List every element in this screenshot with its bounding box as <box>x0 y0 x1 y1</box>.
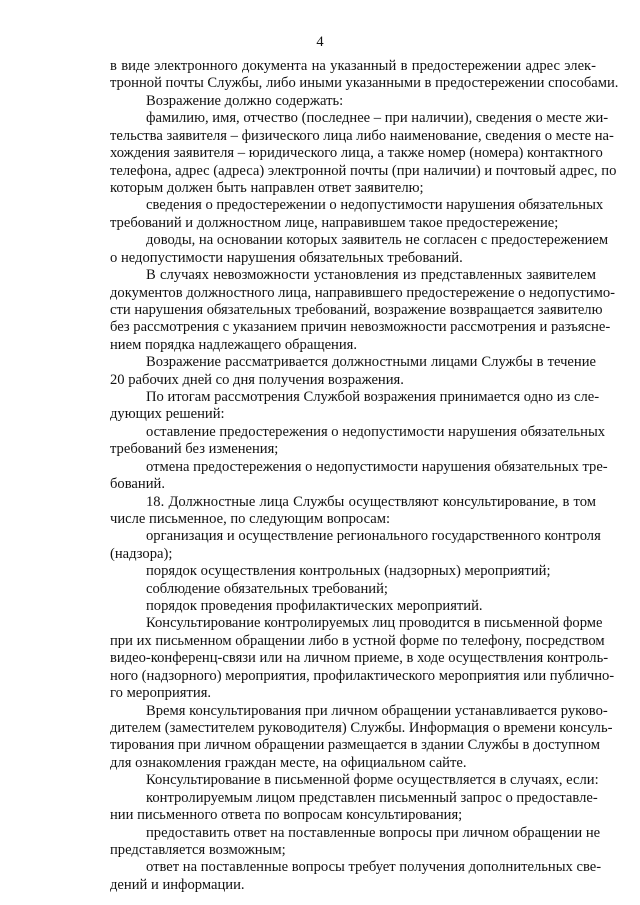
text-line: По итогам рассмотрения Службой возражения принимается одно из сле- <box>146 389 600 405</box>
text-line: тельства заявителя – физического лица либо наименование, сведения о месте на- <box>110 127 614 144</box>
text-line: дителем (заместителем руководителя) Службы. Информация о времени консуль- <box>110 720 613 736</box>
text-line: требований и должностном лице, направившем такое предостережение; <box>110 214 559 231</box>
text-line: порядок осуществления контрольных (надзорных) мероприятий; <box>146 563 551 580</box>
text-line: дующих решений: <box>110 406 225 423</box>
text-line: Время консультирования при личном обращении устанавливается руково- <box>146 702 608 719</box>
text-line: доводы, на основании которых заявитель не согласен с предостережением <box>146 232 609 249</box>
text-line: для ознакомления граждан месте, на официальном сайте. <box>110 754 467 771</box>
text-line: Возражение рассматривается должностными лицами Службы в течение <box>146 354 596 371</box>
text-line: отмена предостережения о недопустимости нарушения обязательных тре- <box>146 458 608 475</box>
text-line: го мероприятия. <box>110 685 212 702</box>
text-line: хождения заявителя – юридического лица, а также номер (номера) контактного <box>110 145 603 162</box>
text-line: ного (надзорного) мероприятия, профилактического мероприятия или публично- <box>110 667 615 684</box>
text-line: соблюдение обязательных требований; <box>146 580 388 597</box>
text-line: при их письменном обращении либо в устной форме по телефону, посредством <box>110 632 605 649</box>
text-line: порядок проведения профилактических мероприятий. <box>146 598 483 614</box>
text-line: о недопустимости нарушения обязательных требований. <box>110 249 463 266</box>
text-line: контролируемым лицом представлен письменный запрос о предоставле- <box>146 789 598 806</box>
text-line: Консультирование контролируемых лиц проводится в письменной форме <box>146 615 603 632</box>
text-line: в виде электронного документа на указанный в предостережении адрес элек- <box>110 58 596 74</box>
text-line: Возражение должно содержать: <box>146 92 344 109</box>
text-line: (надзора); <box>110 545 173 562</box>
text-line: дений и информации. <box>110 876 245 893</box>
text-line: тронной почты Службы, либо иными указанными в предостережении способами. <box>110 75 619 92</box>
text-line: нием порядка надлежащего обращения. <box>110 336 358 353</box>
text-line: требований без изменения; <box>110 441 279 458</box>
text-line: оставление предостережения о недопустимости нарушения обязательных <box>146 423 606 440</box>
text-line: ответ на поставленные вопросы требует получения дополнительных све- <box>146 859 602 876</box>
text-line: В случаях невозможности установления из представленных заявителем <box>146 267 596 283</box>
text-line: нии письменного ответа по вопросам консультирования; <box>110 807 463 824</box>
text-line: организация и осуществление регионального государственного контроля <box>146 528 601 545</box>
text-line: представляется возможным; <box>110 841 286 858</box>
text-line: тирования при личном обращении размещается в здании Службы в доступном <box>110 737 600 754</box>
text-line: без рассмотрения с указанием причин невозможности рассмотрения и разъясне- <box>110 319 611 336</box>
text-line: бований. <box>110 476 165 493</box>
text-line: сведения о предостережении о недопустимости нарушения обязательных <box>146 197 604 214</box>
text-line: документов должностного лица, направившего предостережение о недопустимо- <box>110 284 616 301</box>
text-line: предоставить ответ на поставленные вопросы при личном обращении не <box>146 824 601 841</box>
text-line: видео-конференц-связи или на личном приеме, в ходе осуществления контроль- <box>110 650 609 667</box>
text-line: 20 рабочих дней со дня получения возражения. <box>110 371 404 388</box>
text-line: фамилию, имя, отчество (последнее – при наличии), сведения о месте жи- <box>146 110 609 127</box>
text-line: числе письменное, по следующим вопросам: <box>110 510 391 527</box>
page-number: 4 <box>316 34 324 50</box>
text-line: которым должен быть направлен ответ заявителю; <box>110 179 424 196</box>
text-line: сти нарушения обязательных требований, возражение возвращается заявителю <box>110 301 603 318</box>
text-line: телефона, адрес (адреса) электронной почты (при наличии) и почтовый адрес, по <box>110 162 617 179</box>
text-line: 18. Должностные лица Службы осуществляют консультирование, в том <box>146 493 596 510</box>
text-line: Консультирование в письменной форме осуществляется в случаях, если: <box>146 772 599 789</box>
